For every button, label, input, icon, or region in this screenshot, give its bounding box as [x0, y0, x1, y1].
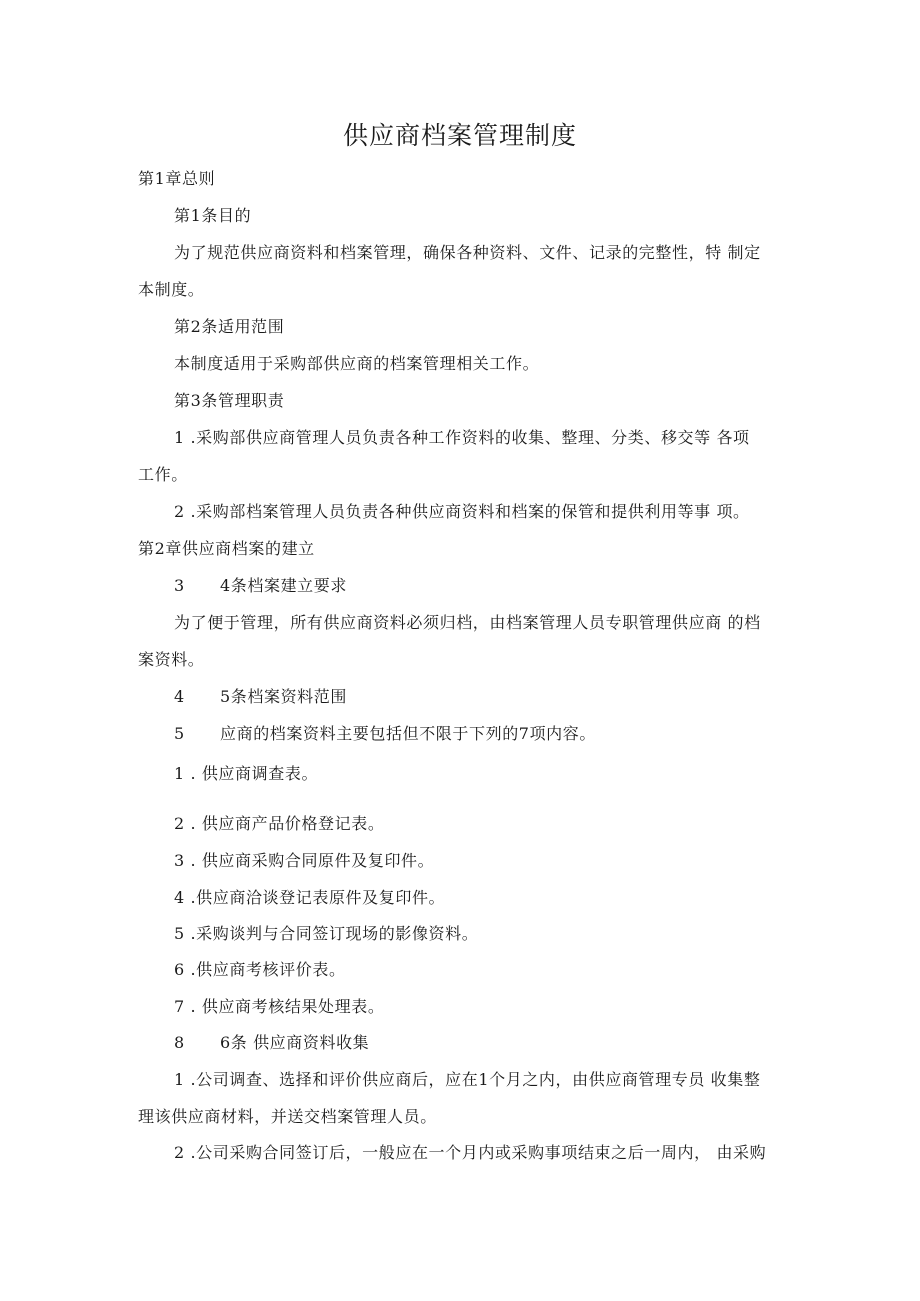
article-heading: 3 4条档案建立要求 [174, 576, 347, 595]
paragraph-line: 为了规范供应商资料和档案管理，确保各种资料、文件、记录的完整性，特 制定 [174, 243, 761, 262]
list-item: 1 .采购部供应商管理人员负责各种工作资料的收集、整理、分类、移交等 各项 [174, 428, 750, 447]
list-item: 4 .供应商洽谈登记表原件及复印件。 [174, 888, 446, 907]
chapter-heading: 第2章供应商档案的建立 [138, 539, 315, 558]
list-item: 1 . 供应商调查表。 [174, 764, 319, 783]
paragraph-line: 5 应商的档案资料主要包括但不限于下列的7项内容。 [174, 724, 596, 743]
paragraph-line: 本制度。 [138, 280, 205, 299]
list-item: 5 .采购谈判与合同签订现场的影像资料。 [174, 924, 479, 943]
article-heading: 8 6条 供应商资料收集 [174, 1033, 370, 1052]
list-item: 6 .供应商考核评价表。 [174, 960, 346, 979]
paragraph-line: 工作。 [138, 465, 188, 484]
chapter-heading: 第1章总则 [138, 169, 216, 188]
paragraph-line: 理该供应商材料，并送交档案管理人员。 [138, 1107, 437, 1126]
paragraph-line: 本制度适用于采购部供应商的档案管理相关工作。 [174, 354, 540, 373]
paragraph-line: 为了便于管理，所有供应商资料必须归档，由档案管理人员专职管理供应商 的档 [174, 613, 761, 632]
article-heading: 第3条管理职责 [174, 391, 285, 410]
list-item: 2 .采购部档案管理人员负责各种供应商资料和档案的保管和提供利用等事 项。 [174, 502, 750, 521]
list-item: 2 . 供应商产品价格登记表。 [174, 814, 385, 833]
list-item: 1 .公司调查、选择和评价供应商后，应在1个月之内，由供应商管理专员 收集整 [174, 1070, 761, 1089]
list-item: 7 . 供应商考核结果处理表。 [174, 997, 385, 1016]
list-item: 2 .公司采购合同签订后，一般应在一个月内或采购事项结束之后一周内， 由采购 [174, 1143, 767, 1162]
article-heading: 第2条适用范围 [174, 317, 285, 336]
list-item: 3 . 供应商采购合同原件及复印件。 [174, 851, 435, 870]
document-title: 供应商档案管理制度 [342, 121, 577, 150]
article-heading: 第1条目的 [174, 206, 252, 225]
paragraph-line: 案资料。 [138, 650, 205, 669]
article-heading: 4 5条档案资料范围 [174, 687, 347, 706]
